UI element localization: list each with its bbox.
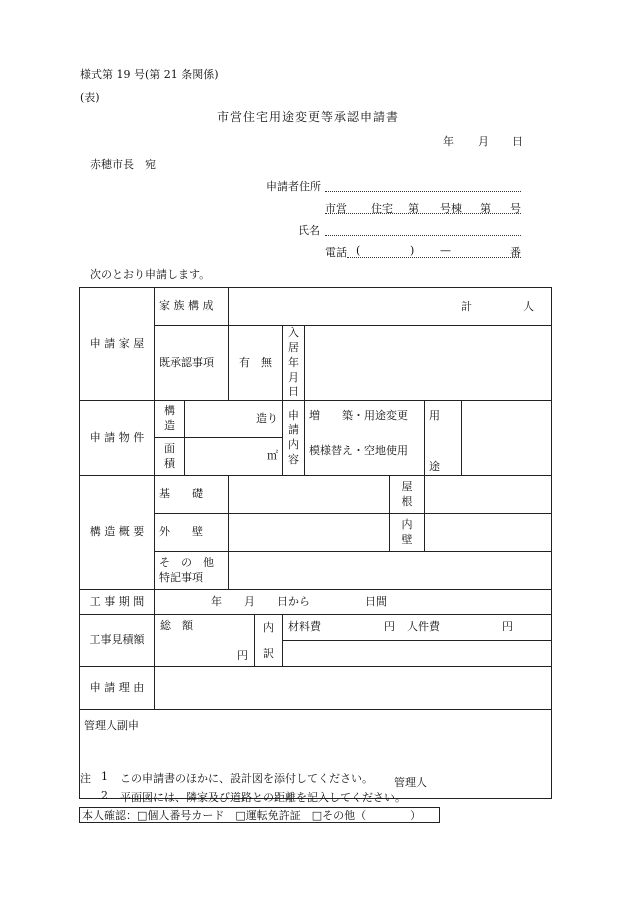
housing-line[interactable] [325,200,521,214]
estimate-label: 工事見積額 [80,615,155,667]
use-label: 用 途 [425,401,462,476]
yes-no[interactable]: 有 無 [229,326,283,401]
period-value[interactable]: 年 月 日から 日間 [155,590,552,615]
exterior-wall-label: 外 壁 [155,514,229,552]
structure-value[interactable]: 造り [185,401,283,438]
move-in-label: 入 居 年月日 [283,326,305,401]
roof-value[interactable] [425,476,552,514]
use-value[interactable] [462,401,552,476]
total-yen: 円 [237,649,248,663]
total-amount-label: 総 額 [160,619,193,633]
reason-label: 申 請 理 由 [80,667,155,710]
phone-close: ) [410,244,415,257]
foundation-label: 基 礎 [155,476,229,514]
note-2-number: 2 [101,789,108,802]
intro-text: 次のとおり申請します。 [90,268,211,281]
material-yen: 円 [384,620,395,634]
city-housing: 市営 [325,202,347,215]
note-1-number: 1 [101,770,108,783]
form-side: (表) [80,91,100,104]
address-field[interactable] [325,178,521,192]
addressee: 赤穂市長 宛 [90,158,156,171]
overview-label: 構 造 概 要 [80,476,155,590]
name-label: 氏名 [298,224,320,237]
dai-1: 第 [408,202,419,215]
material-label: 材料費 [288,620,321,634]
name-field[interactable] [325,222,521,236]
exterior-wall-value[interactable] [229,514,390,552]
property-label: 申 請 物 件 [80,401,155,476]
prior-label: 既承認事項 [155,326,229,401]
move-in-value[interactable] [305,326,552,401]
interior-wall-value[interactable] [425,514,552,552]
interior-wall-label: 内 壁 [390,514,425,552]
form-number: 様式第 19 号(第 21 条関係) [80,68,219,81]
note-1: この申請書のほかに、設計図を添付してください。 [120,772,373,785]
goto-label: 号棟 [440,202,462,215]
family-value[interactable] [229,288,552,326]
note-prefix: 注 [80,772,91,785]
family-label: 家 族 構 成 [155,288,229,326]
content-option-1: 増 築・用途変更 [309,409,408,423]
go-label: 号 [510,202,521,215]
application-table [79,287,552,799]
phone-open: ( [356,244,361,257]
period-label: 工 事 期 間 [80,590,155,615]
note-2: 平面図には、隣家及び道路との距離を記入してください。 [120,791,406,804]
phone-ban: 番 [510,246,521,259]
total-amount[interactable] [155,615,255,667]
content-label: 申 請 内 容 [283,401,305,476]
date-day: 日 [512,135,523,148]
labor-label: 人件費 [407,620,440,634]
address-label: 申請者住所 [266,180,321,193]
structure-label: 構 造 [155,401,185,438]
other-value[interactable] [229,552,552,590]
content-option-2: 模様替え・空地使用 [309,444,408,458]
other-label: そ の 他 特記事項 [155,552,229,590]
date-month: 月 [478,135,489,148]
foundation-value[interactable] [229,476,390,514]
manager-sign: 管理人 [394,776,427,790]
phone-label: 電話 [325,246,347,259]
phone-field[interactable] [347,244,521,258]
date-year: 年 [443,135,454,148]
reason-value[interactable] [155,667,552,710]
dai-2: 第 [480,202,491,215]
area-label: 面 積 [155,438,185,476]
manager-opinion-label: 管理人副申 [84,719,139,733]
house-label: 申 請 家 屋 [80,288,155,401]
phone-dash: — [440,244,451,257]
total-label: 計 [461,299,472,313]
area-value[interactable]: ㎡ [185,438,283,476]
roof-label: 屋 根 [390,476,425,514]
housing-label: 住宅 [371,202,393,215]
labor-yen: 円 [502,620,513,634]
person-unit: 人 [523,299,534,313]
breakdown-label: 内 訳 [255,615,283,667]
content-options[interactable] [305,401,425,476]
identity-check-box[interactable]: 本人確認：□個人番号カード □運転免許証 □その他（ ） [79,807,440,823]
breakdown-detail[interactable] [283,615,552,667]
page-title: 市営住宅用途変更等承認申請書 [217,110,400,124]
